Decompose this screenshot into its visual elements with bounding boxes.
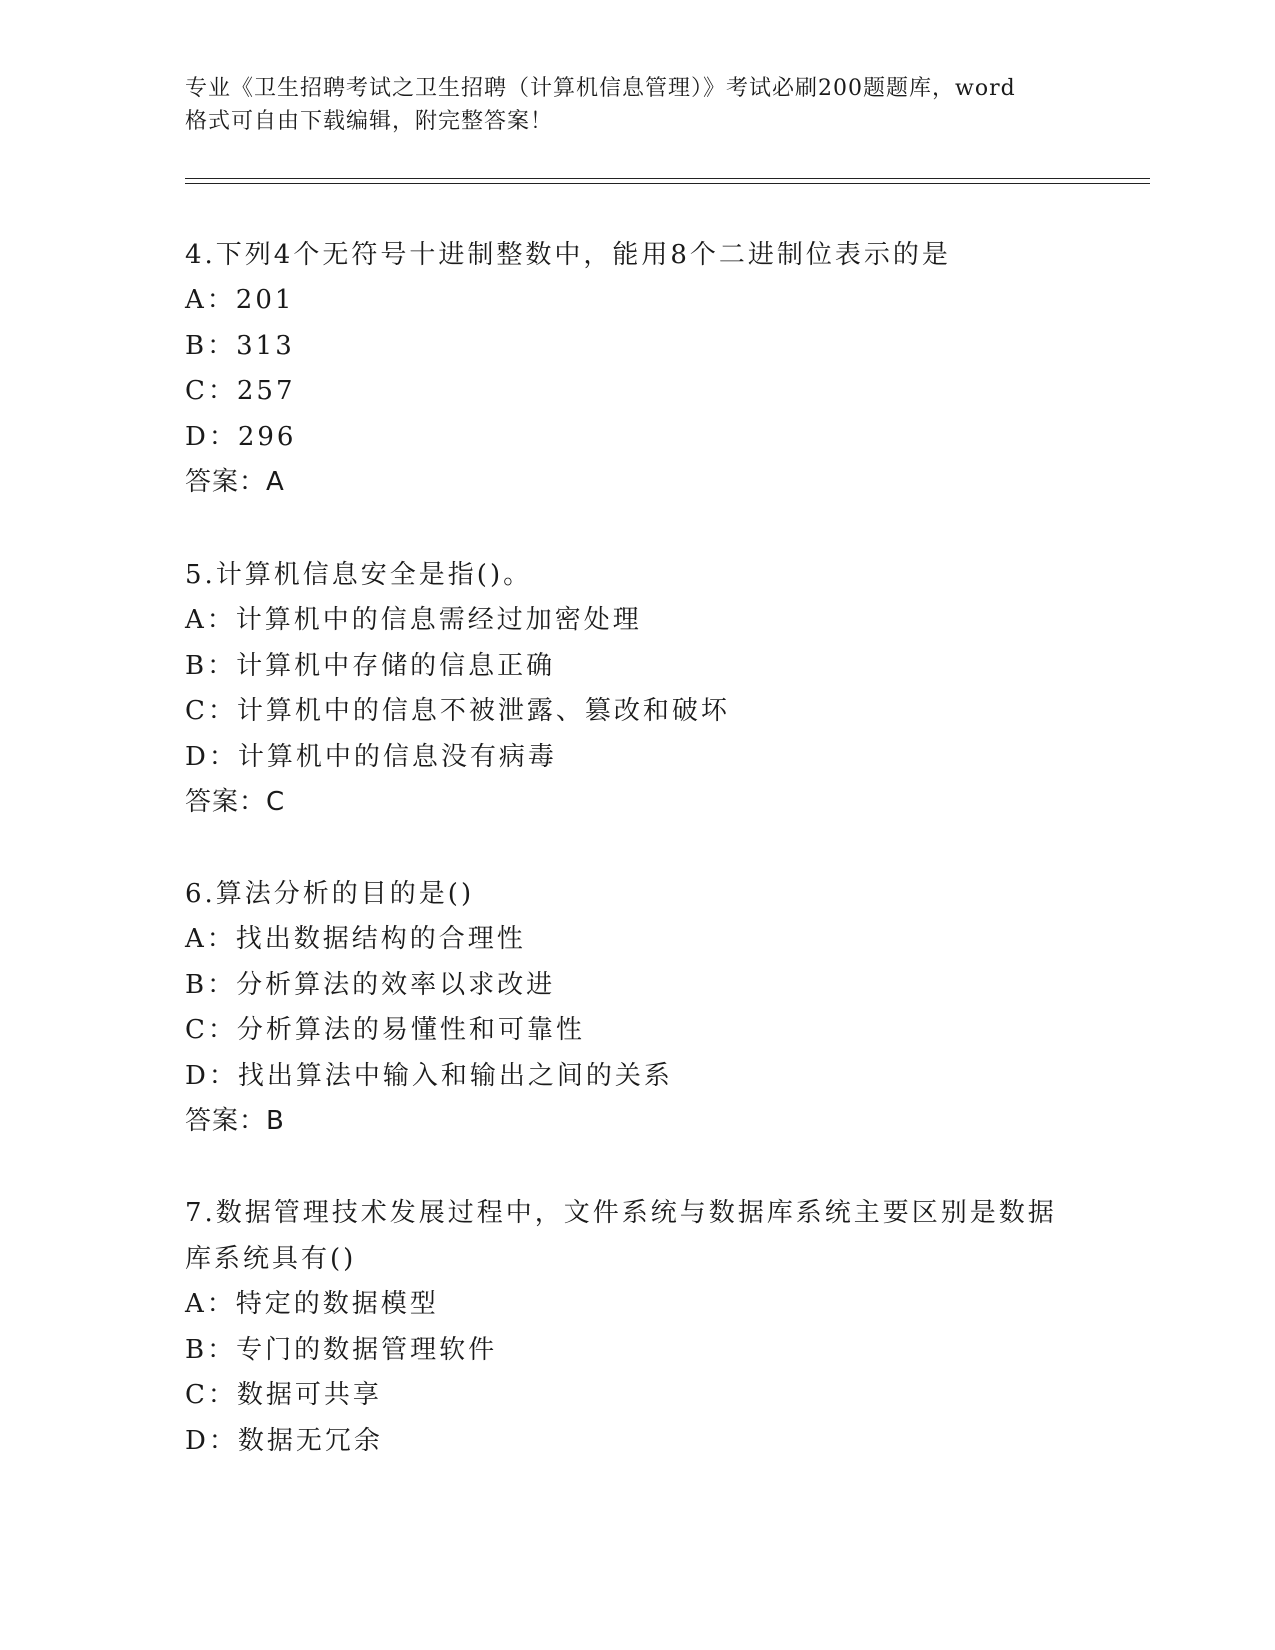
question-7	[185, 1190, 1065, 1464]
option-c: C：257	[185, 376, 296, 406]
option-c: C：分析算法的易懂性和可靠性	[185, 1015, 585, 1045]
question-stem: 6.算法分析的目的是()	[185, 879, 475, 909]
answer: 答案：A	[185, 467, 285, 497]
option-a: A：特定的数据模型	[185, 1289, 439, 1319]
question-4	[185, 232, 1065, 504]
answer: 答案：B	[185, 1106, 285, 1136]
option-d: D：296	[185, 421, 297, 452]
header-line-1: 专业《卫生招聘考试之卫生招聘（计算机信息管理）》考试必刷200题题库，word	[185, 76, 1016, 101]
question-stem: 4.下列4个无符号十进制整数中，能用8个二进制位表示的是	[185, 240, 951, 270]
option-a: A：计算机中的信息需经过加密处理	[185, 605, 642, 635]
option-a: A：找出数据结构的合理性	[185, 924, 526, 954]
header-line-2: 格式可自由下载编辑，附完整答案！	[185, 109, 554, 134]
question-5	[185, 552, 1065, 824]
option-b: B：专门的数据管理软件	[185, 1334, 498, 1365]
option-c: C：计算机中的信息不被泄露、篡改和破坏	[185, 696, 730, 726]
option-b: B：313	[185, 330, 295, 361]
option-a: A：201	[185, 285, 295, 315]
option-b: B：分析算法的效率以求改进	[185, 969, 556, 1000]
option-d: D：数据无冗余	[185, 1425, 383, 1456]
question-stem: 7.数据管理技术发展过程中，文件系统与数据库系统主要区别是数据库系统具有()	[185, 1198, 1057, 1274]
answer: 答案：C	[185, 787, 286, 817]
question-stem: 5.计算机信息安全是指()。	[185, 560, 533, 590]
document-header	[185, 72, 1085, 138]
option-d: D：找出算法中输入和输出之间的关系	[185, 1060, 673, 1091]
option-c: C：数据可共享	[185, 1380, 382, 1410]
option-d: D：计算机中的信息没有病毒	[185, 741, 557, 772]
header-divider-top	[185, 178, 1150, 179]
header-divider-bottom	[185, 183, 1150, 184]
option-b: B：计算机中存储的信息正确	[185, 650, 556, 681]
question-6	[185, 871, 1065, 1143]
